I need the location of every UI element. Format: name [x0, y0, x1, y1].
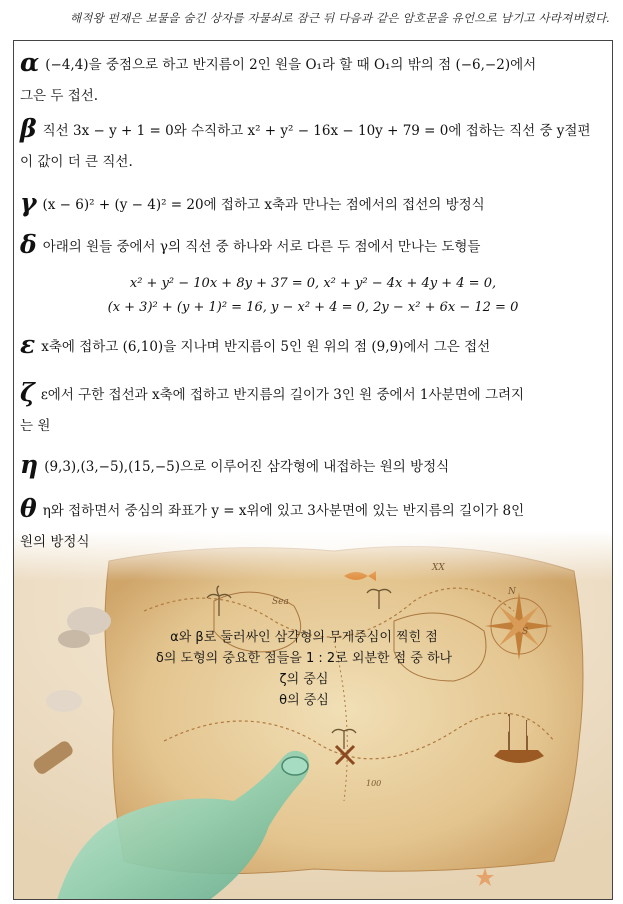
problem-gamma-line1: (x − 6)² + (y − 4)² = 20에 접하고 x축과 만나는 점에서의 접선의 방정식: [42, 197, 485, 213]
map-clue-2: δ의 도형의 중요한 점들을 1 : 2로 외분한 점 중 하나: [155, 651, 453, 666]
problem-delta-line1: 아래의 원들 중에서 γ의 직선 중 하나와 서로 다른 두 점에서 만나는 도형들: [42, 239, 481, 255]
problem-epsilon-line1: x축에 접하고 (6,10)을 지나며 반지름이 5인 원 위의 점 (9,9)에서 그은 접선: [41, 339, 491, 355]
problem-eta: [20, 449, 604, 483]
symbol-gamma: γ: [20, 188, 37, 217]
problem-beta-line1: 직선 3x − y + 1 = 0와 수직하고 x² + y² − 16x − 10y + 79 = 0에 접하는 직선 중 y절편: [42, 123, 591, 139]
problem-delta: [20, 229, 604, 263]
symbol-delta: δ: [20, 230, 37, 259]
problem-theta-line2: 원의 방정식: [20, 534, 90, 550]
problem-zeta: [20, 377, 604, 442]
map-clue-1: α와 β로 둘러싸인 삼각형의 무게중심이 찍힌 점: [170, 630, 438, 645]
problem-theta-line1: η와 접하면서 중심의 좌표가 y = x위에 있고 3사분면에 있는 반지름의 길이가 8인: [42, 503, 525, 519]
compass-s-label: S: [522, 627, 529, 637]
delta-equations-line1: x² + y² − 10x + 8y + 37 = 0, x² + y² − 4x + 4y + 4 = 0,: [129, 276, 497, 291]
symbol-epsilon: ε: [20, 330, 36, 359]
problem-zeta-line1: ε에서 구한 접선과 x축에 접하고 반지름의 길이가 3인 원 중에서 1사분면에 그려지: [40, 387, 525, 403]
map-clues: [134, 627, 474, 711]
symbol-eta: η: [20, 450, 39, 479]
map-clue-4: θ의 중심: [279, 693, 329, 708]
xx-label: XX: [432, 563, 445, 573]
problem-beta: [20, 113, 604, 178]
problem-alpha: [20, 47, 604, 112]
problem-theta: [20, 493, 604, 558]
delta-equations-line2: (x + 3)² + (y + 1)² = 16, y − x² + 4 = 0, 2y − x² + 6x − 12 = 0: [107, 300, 519, 315]
problem-eta-line1: (9,3),(3,−5),(15,−5)으로 이루어진 삼각형에 내접하는 원의 방정식: [44, 459, 450, 475]
sea-label: Sea: [272, 597, 289, 607]
symbol-alpha: α: [20, 48, 40, 77]
symbol-theta: θ: [20, 494, 37, 523]
intro-text: 해적왕 펀재은 보물을 숨긴 상자를 자물쇠로 잠근 뒤 다음과 같은 암호문을 유언으로 남기고 사라져버렸다.: [70, 11, 611, 25]
problem-alpha-line1: (−4,4)을 중점으로 하고 반지름이 2인 원을 O₁라 할 때 O₁의 밖의 점 (−6,−2)에서: [45, 57, 537, 73]
symbol-zeta: ζ: [20, 378, 35, 407]
cipher-frame: [13, 40, 613, 900]
problem-zeta-line2: 는 원: [20, 418, 51, 434]
problem-beta-line2: 이 값이 더 큰 직선.: [20, 154, 133, 170]
problem-gamma: [20, 187, 604, 221]
map-clue-3: ζ의 중심: [279, 672, 329, 687]
problem-epsilon: [20, 329, 604, 363]
symbol-beta: β: [20, 114, 37, 143]
problem-alpha-line2: 그은 두 접선.: [20, 88, 99, 104]
map-number-label: 100: [366, 779, 382, 788]
compass-n-label: N: [508, 587, 516, 597]
